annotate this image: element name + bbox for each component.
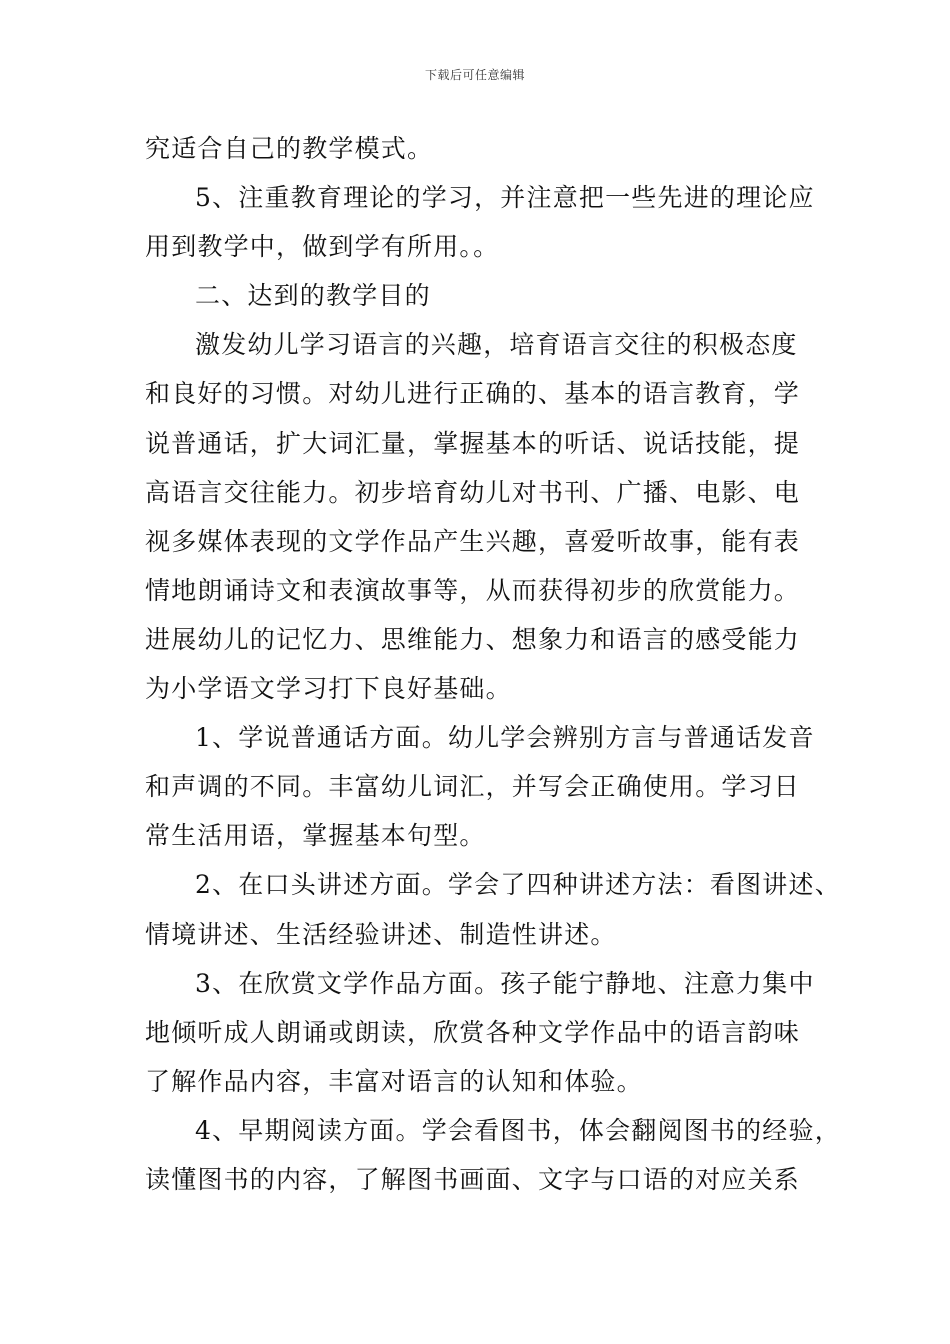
text-line: 视多媒体表现的文学作品产生兴趣，喜爱听故事，能有表 (145, 526, 801, 556)
text-line: 情地朗诵诗文和表演故事等，从而获得初步的欣赏能力。 (145, 575, 801, 605)
text-line: 读懂图书的内容，了解图书画面、文字与口语的对应关系 (145, 1164, 801, 1194)
text-line: 和声调的不同。丰富幼儿词汇，并写会正确使用。学习日 (145, 772, 801, 802)
text-line: 为小学语文学习打下良好基础。 (145, 674, 512, 704)
text-line: 高语言交往能力。初步培育幼儿对书刊、广播、电影、电 (145, 477, 801, 507)
text-line: 5、注重教育理论的学习，并注意把一些先进的理论应 (195, 183, 815, 213)
text-line: 用到教学中，做到学有所用。。 (145, 232, 500, 262)
text-line: 了解作品内容，丰富对语言的认知和体验。 (145, 1066, 643, 1096)
text-line: 1、学说普通话方面。幼儿学会辨别方言与普通话发音 (195, 723, 815, 753)
text-line: 3、在欣赏文学作品方面。孩子能宁静地、注意力集中 (195, 968, 815, 998)
text-line: 4、早期阅读方面。学会看图书，体会翻阅图书的经验， (195, 1115, 841, 1145)
text-line: 2、在口头讲述方面。学会了四种讲述方法：看图讲述、 (195, 870, 841, 900)
text-line: 和良好的习惯。对幼儿进行正确的、基本的语言教育，学 (145, 379, 801, 409)
text-line: 情境讲述、生活经验讲述、制造性讲述。 (145, 919, 617, 949)
page-header: 下载后可任意编辑 (424, 68, 525, 82)
document-body (145, 124, 841, 1204)
text-line: 进展幼儿的记忆力、思维能力、想象力和语言的感受能力 (145, 624, 801, 654)
text-line: 说普通话，扩大词汇量，掌握基本的听话、说话技能，提 (145, 428, 801, 458)
text-line: 地倾听成人朗诵或朗读，欣赏各种文学作品中的语言韵味 (145, 1017, 801, 1047)
text-line: 常生活用语，掌握基本句型。 (145, 821, 486, 851)
text-line: 激发幼儿学习语言的兴趣，培育语言交往的积极态度 (195, 330, 798, 360)
text-line: 究适合自己的教学模式。 (145, 134, 434, 163)
text-line: 二、达到的教学目的 (195, 281, 431, 311)
